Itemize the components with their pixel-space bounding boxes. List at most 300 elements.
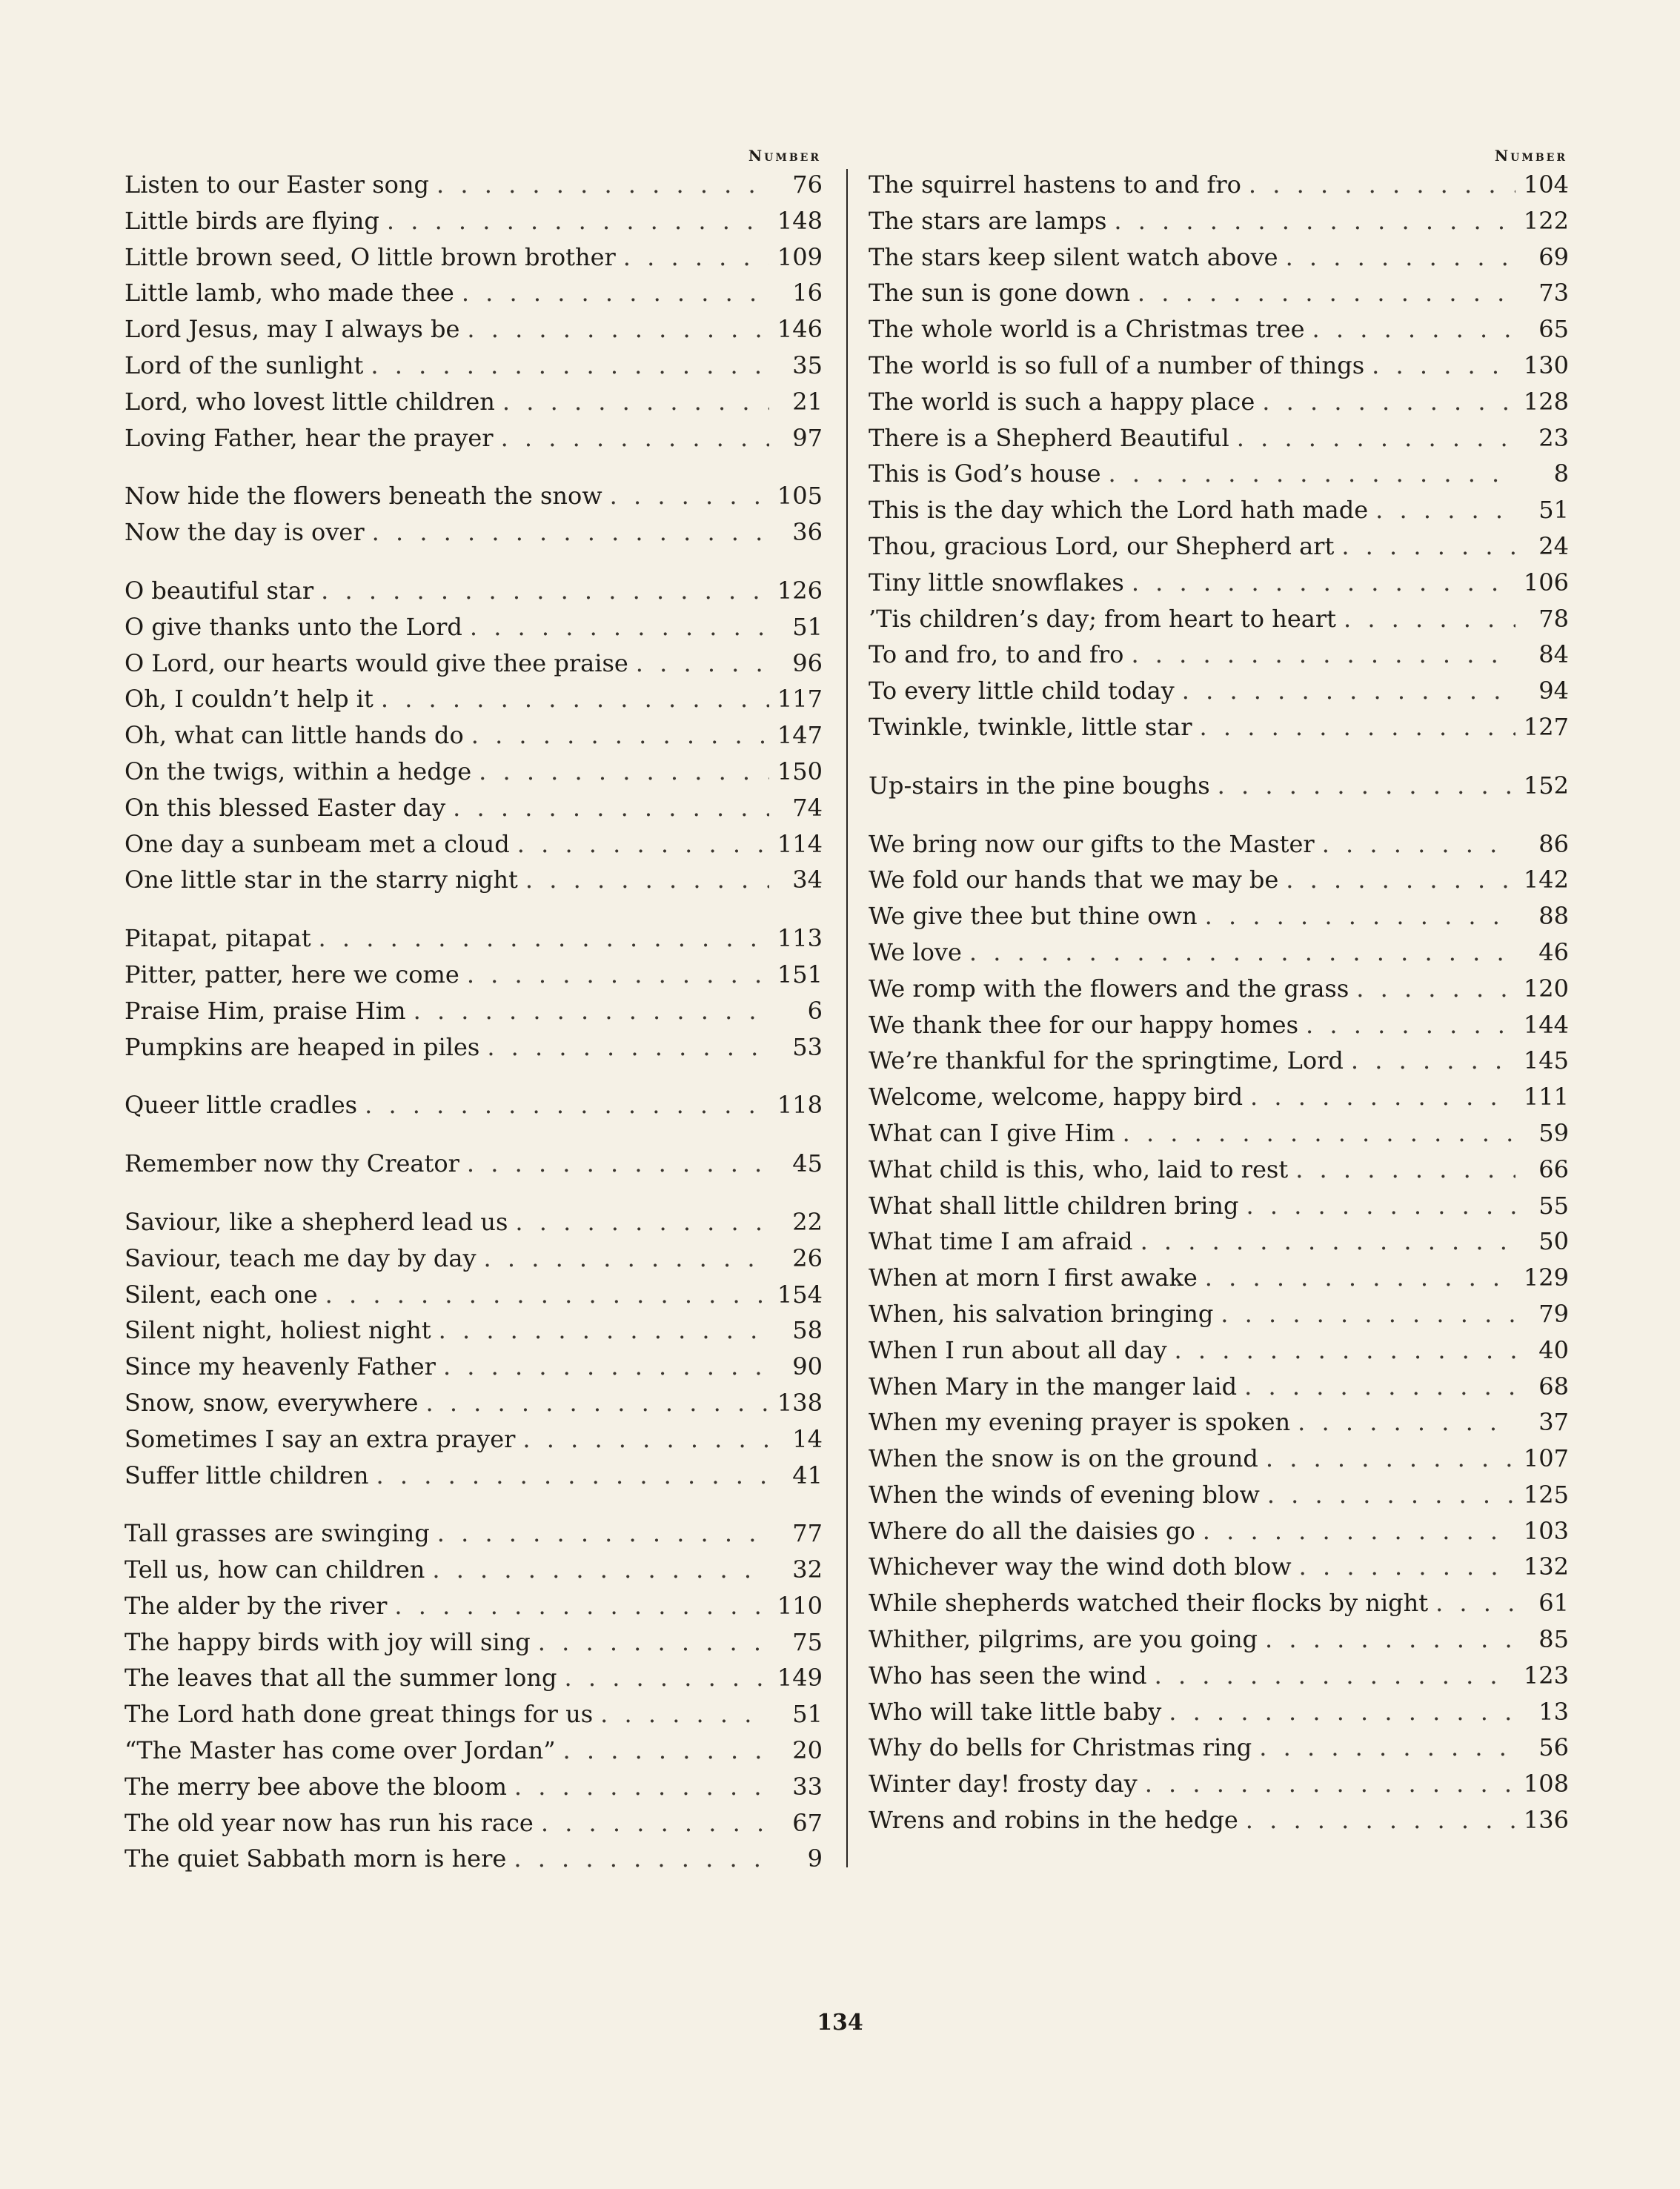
index-entry [869, 239, 1569, 276]
hymn-number: 145 [1523, 1046, 1569, 1075]
hymn-number: 151 [777, 960, 823, 989]
dot-leader [371, 348, 769, 384]
entry-group [124, 920, 823, 1065]
index-entry [124, 790, 823, 826]
dot-leader [319, 920, 769, 957]
index-entry [869, 1694, 1569, 1730]
hymn-title: Silent night, holiest night [124, 1316, 431, 1345]
index-entry [869, 1296, 1569, 1332]
index-entry [869, 1115, 1569, 1152]
hymn-number: 152 [1523, 771, 1569, 800]
index-entry [124, 573, 823, 609]
hymn-title: Lord of the sunlight [124, 351, 364, 379]
hymn-number: 8 [1553, 459, 1569, 488]
hymn-number: 113 [777, 924, 823, 953]
hymn-number: 61 [1538, 1589, 1569, 1618]
dot-leader [471, 717, 769, 754]
index-entry [124, 1458, 823, 1494]
hymn-number: 138 [777, 1388, 823, 1417]
hymn-title: The world is such a happy place [869, 387, 1255, 416]
dot-leader [1145, 1766, 1515, 1802]
index-entry [869, 971, 1569, 1007]
hymn-number: 104 [1523, 170, 1569, 199]
hymn-title: When my evening prayer is spoken [869, 1408, 1291, 1437]
dot-leader [502, 384, 769, 420]
dot-leader [467, 957, 769, 993]
dot-leader [437, 1515, 769, 1552]
dot-leader [1298, 1404, 1515, 1441]
hymn-title: Pitapat, pitapat [124, 924, 311, 953]
hymn-number: 13 [1538, 1697, 1569, 1726]
dot-leader [443, 1349, 769, 1385]
index-entry [124, 384, 823, 420]
dot-leader [1218, 768, 1515, 804]
dot-leader [1267, 1477, 1515, 1513]
hymn-number: 66 [1538, 1155, 1569, 1183]
index-entry [869, 1404, 1569, 1441]
index-entry [124, 1146, 823, 1182]
dot-leader [501, 420, 769, 456]
hymn-title: What child is this, who, laid to rest [869, 1155, 1289, 1183]
index-entry [124, 1277, 823, 1313]
column-heading: Number [1494, 147, 1567, 165]
entry-group [124, 478, 823, 551]
hymn-number: 142 [1523, 866, 1569, 894]
hymn-number: 65 [1538, 315, 1569, 344]
hymn-number: 16 [792, 279, 823, 308]
hymn-number: 37 [1538, 1408, 1569, 1437]
index-entry [869, 898, 1569, 934]
hymn-title: Why do bells for Christmas ring [869, 1733, 1252, 1762]
hymn-number: 75 [792, 1627, 823, 1656]
hymn-title: The stars keep silent watch above [869, 242, 1278, 271]
dot-leader [538, 1624, 769, 1661]
index-entry [124, 203, 823, 239]
hymn-title: Loving Father, hear the prayer [124, 423, 494, 452]
hymn-title: Up-stairs in the pine boughs [869, 771, 1210, 800]
index-entry [869, 1730, 1569, 1766]
dot-leader [1200, 709, 1515, 745]
hymn-title: On the twigs, within a hedge [124, 757, 472, 785]
hymn-number: 73 [1538, 279, 1569, 308]
hymn-number: 45 [792, 1149, 823, 1178]
dot-leader [376, 1458, 769, 1494]
hymn-number: 122 [1523, 206, 1569, 235]
hymn-number: 9 [807, 1844, 823, 1873]
hymn-title: What time I am afraid [869, 1227, 1133, 1256]
hymn-number: 149 [777, 1664, 823, 1693]
hymn-title: Queer little cradles [124, 1091, 358, 1120]
hymn-title: Tall grasses are swinging [124, 1519, 430, 1548]
hymn-title: “The Master has come over Jordan” [124, 1736, 556, 1765]
hymn-number: 88 [1538, 902, 1569, 931]
hymn-number: 148 [777, 206, 823, 235]
dot-leader [1259, 1730, 1515, 1766]
hymn-title: Pumpkins are heaped in piles [124, 1032, 480, 1061]
hymn-number: 125 [1523, 1480, 1569, 1509]
dot-leader [467, 1146, 769, 1182]
hymn-title: The alder by the river [124, 1591, 388, 1620]
index-entry [124, 478, 823, 514]
hymn-title: O Lord, our hearts would give thee praise [124, 648, 628, 677]
dot-leader [365, 1087, 769, 1123]
index-entry [124, 348, 823, 384]
hymn-number: 114 [777, 829, 823, 858]
dot-leader [1205, 1260, 1515, 1296]
hymn-number: 97 [792, 423, 823, 452]
hymn-title: We thank thee for our happy homes [869, 1010, 1299, 1039]
hymn-number: 67 [792, 1808, 823, 1837]
hymn-number: 53 [792, 1032, 823, 1061]
hymn-number: 46 [1538, 937, 1569, 966]
dot-leader [1249, 167, 1515, 203]
dot-leader [563, 1733, 769, 1769]
hymn-title: The world is so full of a number of things [869, 351, 1365, 379]
dot-leader [1375, 492, 1515, 528]
hymn-number: 154 [777, 1280, 823, 1309]
hymn-number: 126 [777, 576, 823, 605]
hymn-title: We fold our hands that we may be [869, 866, 1279, 894]
index-entry [869, 1188, 1569, 1224]
hymn-title: Who will take little baby [869, 1697, 1162, 1726]
index-entry [124, 920, 823, 957]
dot-leader [1356, 971, 1515, 1007]
dot-leader [372, 514, 769, 551]
index-column-right [869, 145, 1569, 1861]
index-entry [124, 1385, 823, 1421]
hymn-title: Wrens and robins in the hedge [869, 1806, 1238, 1835]
dot-leader [1246, 1188, 1516, 1224]
entry-group [124, 1146, 823, 1182]
index-entry [124, 993, 823, 1029]
dot-leader [1131, 637, 1515, 673]
hymn-title: We’re thankful for the springtime, Lord [869, 1046, 1344, 1075]
dot-leader [600, 1696, 769, 1733]
dot-leader [1344, 601, 1515, 637]
hymn-title: Oh, what can little hands do [124, 721, 464, 750]
hymn-number: 32 [792, 1555, 823, 1584]
dot-leader [1109, 456, 1515, 492]
dot-leader [1372, 348, 1515, 384]
index-entry [869, 384, 1569, 420]
hymn-title: Saviour, teach me day by day [124, 1243, 477, 1272]
hymn-number: 146 [777, 315, 823, 344]
hymn-number: 84 [1538, 640, 1569, 669]
entry-groups [124, 167, 823, 1877]
hymn-number: 85 [1538, 1625, 1569, 1654]
dot-leader [541, 1805, 769, 1841]
index-entry [124, 1624, 823, 1661]
hymn-title: When at morn I first awake [869, 1263, 1198, 1292]
index-entry [869, 1043, 1569, 1079]
entry-group [869, 768, 1569, 804]
dot-leader [525, 862, 769, 898]
dot-leader [1205, 898, 1515, 934]
dot-leader [325, 1277, 769, 1313]
entry-group [869, 167, 1569, 745]
dot-leader [1138, 275, 1515, 311]
index-entry [869, 456, 1569, 492]
index-entry [124, 167, 823, 203]
hymn-title: Tiny little snowflakes [869, 568, 1124, 597]
hymn-number: 150 [777, 757, 823, 785]
index-entry [124, 514, 823, 551]
hymn-number: 110 [777, 1591, 823, 1620]
hymn-title: This is the day which the Lord hath made [869, 496, 1369, 525]
hymn-title: The squirrel hastens to and fro [869, 170, 1241, 199]
hymn-title: What shall little children bring [869, 1191, 1239, 1220]
index-entry [124, 609, 823, 645]
index-entry [124, 1421, 823, 1458]
hymn-number: 78 [1538, 604, 1569, 633]
index-entry [124, 1696, 823, 1733]
hymn-number: 36 [792, 518, 823, 547]
hymn-number: 24 [1538, 531, 1569, 560]
index-entry [124, 717, 823, 754]
dot-leader [515, 1204, 769, 1240]
hymn-title: We bring now our gifts to the Master [869, 829, 1315, 858]
dot-leader [436, 167, 769, 203]
index-entry [869, 420, 1569, 456]
index-entry [869, 1007, 1569, 1043]
dot-leader [1155, 1658, 1515, 1694]
hymn-title: Winter day! frosty day [869, 1770, 1138, 1798]
hymn-title: Whither, pilgrims, are you going [869, 1625, 1258, 1654]
hymn-number: 127 [1523, 712, 1569, 741]
dot-leader [1237, 420, 1515, 456]
index-entry [869, 528, 1569, 565]
index-entry [869, 492, 1569, 528]
index-entry [869, 565, 1569, 601]
index-entry [869, 826, 1569, 863]
index-entry [869, 1549, 1569, 1585]
hymn-number: 132 [1523, 1552, 1569, 1581]
hymn-title: What can I give Him [869, 1118, 1115, 1147]
entry-group [124, 1087, 823, 1123]
index-entry [869, 1369, 1569, 1405]
hymn-title: To every little child today [869, 677, 1175, 705]
hymn-title: Thou, gracious Lord, our Shepherd art [869, 531, 1335, 560]
dot-leader [321, 573, 769, 609]
dot-leader [1141, 1223, 1515, 1260]
hymn-title: We romp with the flowers and the grass [869, 974, 1349, 1003]
dot-leader [969, 934, 1515, 971]
dot-leader [1250, 1079, 1515, 1115]
hymn-title: The happy birds with joy will sing [124, 1627, 531, 1656]
dot-leader [1266, 1441, 1515, 1477]
hymn-number: 69 [1538, 242, 1569, 271]
index-entry [124, 645, 823, 682]
index-entry [124, 754, 823, 790]
dot-leader [1306, 1007, 1515, 1043]
index-entry [124, 1769, 823, 1805]
hymn-number: 40 [1538, 1335, 1569, 1364]
dot-leader [1132, 565, 1515, 601]
hymn-title: Remember now thy Creator [124, 1149, 459, 1178]
index-entry [869, 1260, 1569, 1296]
hymn-number: 55 [1538, 1191, 1569, 1220]
hymn-title: ’Tis children’s day; from heart to heart [869, 604, 1336, 633]
dot-leader [1435, 1585, 1515, 1621]
hymn-title: Praise Him, praise Him [124, 996, 406, 1025]
dot-leader [1322, 826, 1515, 863]
hymn-number: 123 [1523, 1661, 1569, 1690]
index-entry [124, 1087, 823, 1123]
index-entry [124, 1841, 823, 1877]
hymn-number: 41 [792, 1461, 823, 1489]
hymn-title: Suffer little children [124, 1461, 369, 1489]
dot-leader [565, 1660, 769, 1696]
hymn-number: 22 [792, 1207, 823, 1236]
index-entry [869, 934, 1569, 971]
index-entry [869, 1441, 1569, 1477]
hymn-number: 34 [792, 866, 823, 894]
hymn-number: 59 [1538, 1118, 1569, 1147]
hymn-number: 23 [1538, 423, 1569, 452]
index-entry [124, 275, 823, 311]
hymn-title: Where do all the daisies go [869, 1516, 1195, 1545]
entry-group [869, 826, 1569, 1838]
index-entry [869, 311, 1569, 348]
index-entry [869, 601, 1569, 637]
dot-leader [1182, 673, 1515, 709]
entry-group [124, 167, 823, 456]
hymn-number: 106 [1523, 568, 1569, 597]
index-entry [869, 768, 1569, 804]
hymn-number: 58 [792, 1316, 823, 1345]
hymn-number: 51 [792, 612, 823, 641]
entry-group [124, 1515, 823, 1877]
index-entry [124, 862, 823, 898]
hymn-title: When the winds of evening blow [869, 1480, 1260, 1509]
index-entry [869, 673, 1569, 709]
entry-group [124, 573, 823, 898]
index-entry [869, 862, 1569, 898]
dot-leader [387, 203, 769, 239]
dot-leader [467, 311, 769, 348]
hymn-title: Oh, I couldn’t help it [124, 685, 373, 714]
hymn-number: 33 [792, 1772, 823, 1801]
hymn-number: 120 [1523, 974, 1569, 1003]
index-entry [124, 1204, 823, 1240]
index-entry [124, 957, 823, 993]
hymn-title: The Lord hath done great things for us [124, 1700, 594, 1729]
hymn-number: 14 [792, 1424, 823, 1453]
index-entry [869, 709, 1569, 745]
index-entry [124, 311, 823, 348]
dot-leader [1265, 1621, 1515, 1658]
hymn-title: One day a sunbeam met a cloud [124, 829, 510, 858]
hymn-number: 20 [792, 1736, 823, 1765]
dot-leader [610, 478, 769, 514]
hymn-number: 136 [1523, 1806, 1569, 1835]
index-entry [869, 1621, 1569, 1658]
index-entry [869, 167, 1569, 203]
page-number: 134 [817, 2010, 863, 2036]
column-divider [846, 169, 848, 1867]
hymn-title: Little lamb, who made thee [124, 279, 454, 308]
dot-leader [381, 681, 769, 717]
dot-leader [1295, 1152, 1515, 1188]
dot-leader [522, 1421, 769, 1458]
hymn-title: Tell us, how can children [124, 1555, 425, 1584]
dot-leader [623, 239, 769, 276]
hymn-title: To and fro, to and fro [869, 640, 1124, 669]
hymn-number: 51 [1538, 496, 1569, 525]
hymn-title: When Mary in the manger laid [869, 1372, 1238, 1401]
dot-leader [1244, 1369, 1515, 1405]
dot-leader [1221, 1296, 1515, 1332]
dot-leader [1312, 311, 1515, 348]
hymn-number: 76 [792, 170, 823, 199]
dot-leader [1114, 203, 1515, 239]
index-entry [869, 1658, 1569, 1694]
index-entry [869, 275, 1569, 311]
index-entry [124, 420, 823, 456]
index-entry [869, 637, 1569, 673]
dot-leader [1169, 1694, 1515, 1730]
hymn-number: 128 [1523, 387, 1569, 416]
hymn-number: 21 [792, 387, 823, 416]
dot-leader [1286, 239, 1515, 276]
dot-leader [462, 275, 769, 311]
hymn-title: The quiet Sabbath morn is here [124, 1844, 507, 1873]
hymn-title: The old year now has run his race [124, 1808, 534, 1837]
hymn-number: 105 [777, 482, 823, 511]
index-entry [124, 1733, 823, 1769]
dot-leader [484, 1240, 769, 1277]
hymn-title: Welcome, welcome, happy bird [869, 1083, 1244, 1112]
dot-leader [470, 609, 769, 645]
index-entry [869, 1477, 1569, 1513]
index-entry [869, 348, 1569, 384]
dot-leader [517, 826, 769, 863]
hymn-title: Now hide the flowers beneath the snow [124, 482, 602, 511]
hymn-title: Sometimes I say an extra prayer [124, 1424, 516, 1453]
hymn-number: 74 [792, 793, 823, 822]
index-column-left [124, 145, 823, 1899]
hymn-number: 77 [792, 1519, 823, 1548]
hymn-number: 103 [1523, 1516, 1569, 1545]
hymn-title: Listen to our Easter song [124, 170, 430, 199]
index-entry [124, 1029, 823, 1066]
dot-leader [1351, 1043, 1515, 1079]
dot-leader [514, 1841, 769, 1877]
column-heading: Number [748, 147, 821, 165]
dot-leader [432, 1552, 769, 1588]
hymn-number: 109 [777, 242, 823, 271]
index-entry [124, 1588, 823, 1624]
hymn-number: 147 [777, 721, 823, 750]
hymn-title: Since my heavenly Father [124, 1352, 436, 1381]
hymn-title: Pitter, patter, here we come [124, 960, 459, 989]
index-entry [124, 826, 823, 863]
hymn-title: Saviour, like a shepherd lead us [124, 1207, 508, 1236]
index-entry [869, 1332, 1569, 1369]
hymn-title: The whole world is a Christmas tree [869, 315, 1305, 344]
index-entry [869, 1223, 1569, 1260]
hymn-number: 130 [1523, 351, 1569, 379]
hymn-title: Silent, each one [124, 1280, 318, 1309]
hymn-number: 94 [1538, 677, 1569, 705]
hymn-title: The merry bee above the bloom [124, 1772, 507, 1801]
hymn-number: 50 [1538, 1227, 1569, 1256]
hymn-title: On this blessed Easter day [124, 793, 446, 822]
hymn-title: When, his salvation bringing [869, 1299, 1214, 1328]
dot-leader [1286, 862, 1515, 898]
hymn-number: 26 [792, 1243, 823, 1272]
hymn-title: Little birds are flying [124, 206, 379, 235]
